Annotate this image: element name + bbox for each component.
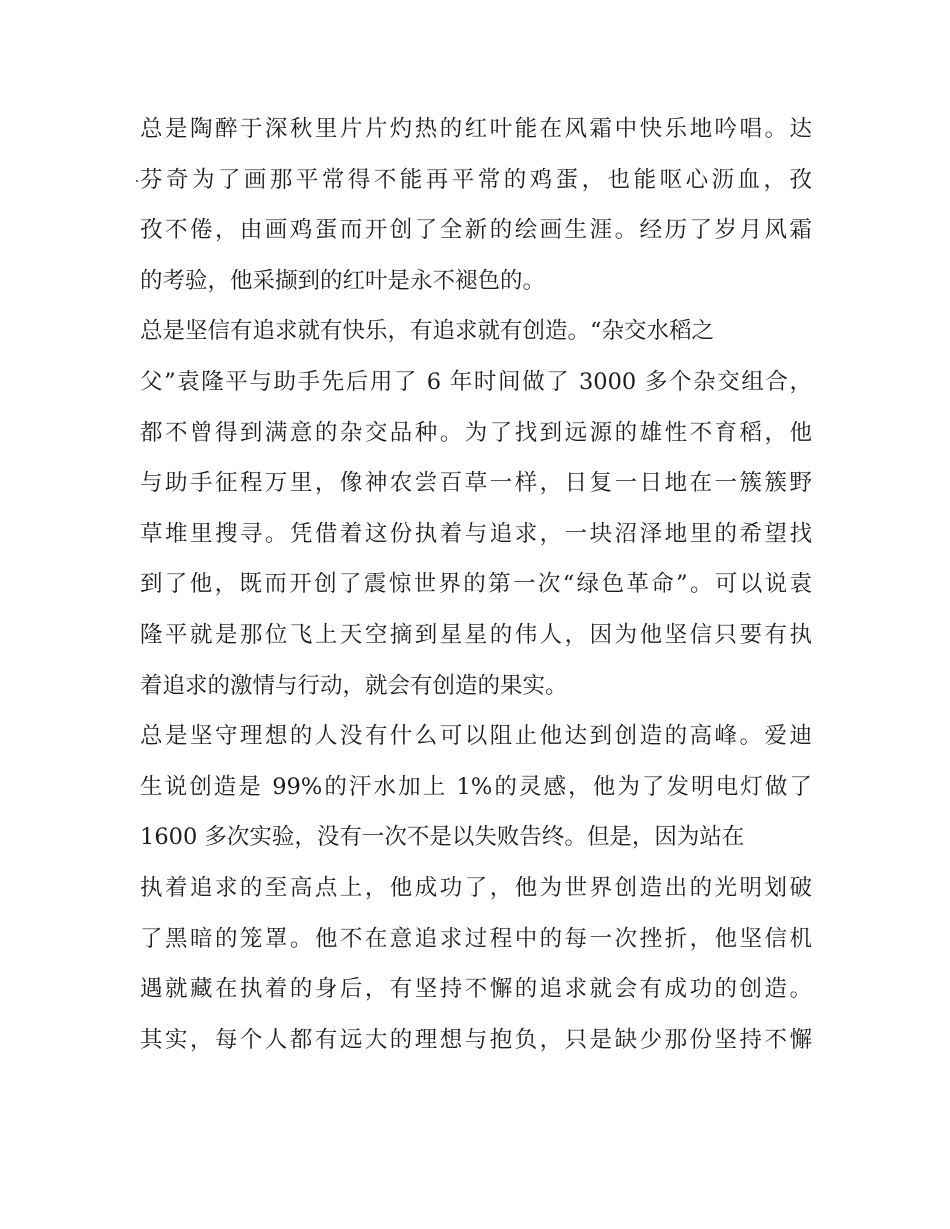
text-line: 父”袁隆平与助手先后用了 6 年时间做了 3000 多个杂交组合， (140, 368, 812, 395)
text-line: 隆平就是那位飞上天空摘到星星的伟人，因为他坚信只要有执 (140, 621, 812, 648)
stray-dot-mark (136, 180, 138, 182)
text-line: 其实，每个人都有远大的理想与抱负，只是缺少那份坚持不懈 (140, 1026, 812, 1053)
text-line: 了黑暗的笼罩。他不在意追求过程中的每一次挫折，他坚信机 (140, 925, 812, 952)
text-line: 芬奇为了画那平常得不能再平常的鸡蛋，也能呕心沥血，孜 (140, 166, 812, 193)
text-line: 到了他，既而开创了震惊世界的第一次“绿色革命”。可以说袁 (140, 571, 812, 598)
text-line: 着追求的激情与行动，就会有创造的果实。 (140, 672, 568, 699)
text-line: 执着追求的至高点上，他成功了，他为世界创造出的光明划破 (140, 874, 812, 901)
text-line: 总是坚信有追求就有快乐，有追求就有创造。“杂交水稻之 (140, 318, 715, 345)
text-line: 都不曾得到满意的杂交品种。为了找到远源的雄性不育稻，他 (140, 419, 812, 446)
text-line: 与助手征程万里，像神农尝百草一样，日复一日地在一簇簇野 (140, 470, 812, 497)
text-line: 1600 多次实验，没有一次不是以失败告终。但是，因为站在 (140, 824, 745, 851)
text-line: 的考验，他采撷到的红叶是永不褪色的。 (140, 267, 546, 294)
article-body (140, 104, 812, 1065)
text-line: 总是坚守理想的人没有什么可以阻止他达到创造的高峰。爱迪 (140, 723, 812, 750)
text-line: 遇就藏在执着的身后，有坚持不懈的追求就会有成功的创造。 (140, 976, 812, 1003)
text-line: 草堆里搜寻。凭借着这份执着与追求，一块沼泽地里的希望找 (140, 520, 812, 547)
text-line: 孜不倦，由画鸡蛋而开创了全新的绘画生涯。经历了岁月风霜 (140, 217, 812, 244)
text-line: 生说创造是 99%的汗水加上 1%的灵感，他为了发明电灯做了 (140, 773, 812, 800)
text-line: 总是陶醉于深秋里片片灼热的红叶能在风霜中快乐地吟唱。达 (140, 116, 812, 142)
